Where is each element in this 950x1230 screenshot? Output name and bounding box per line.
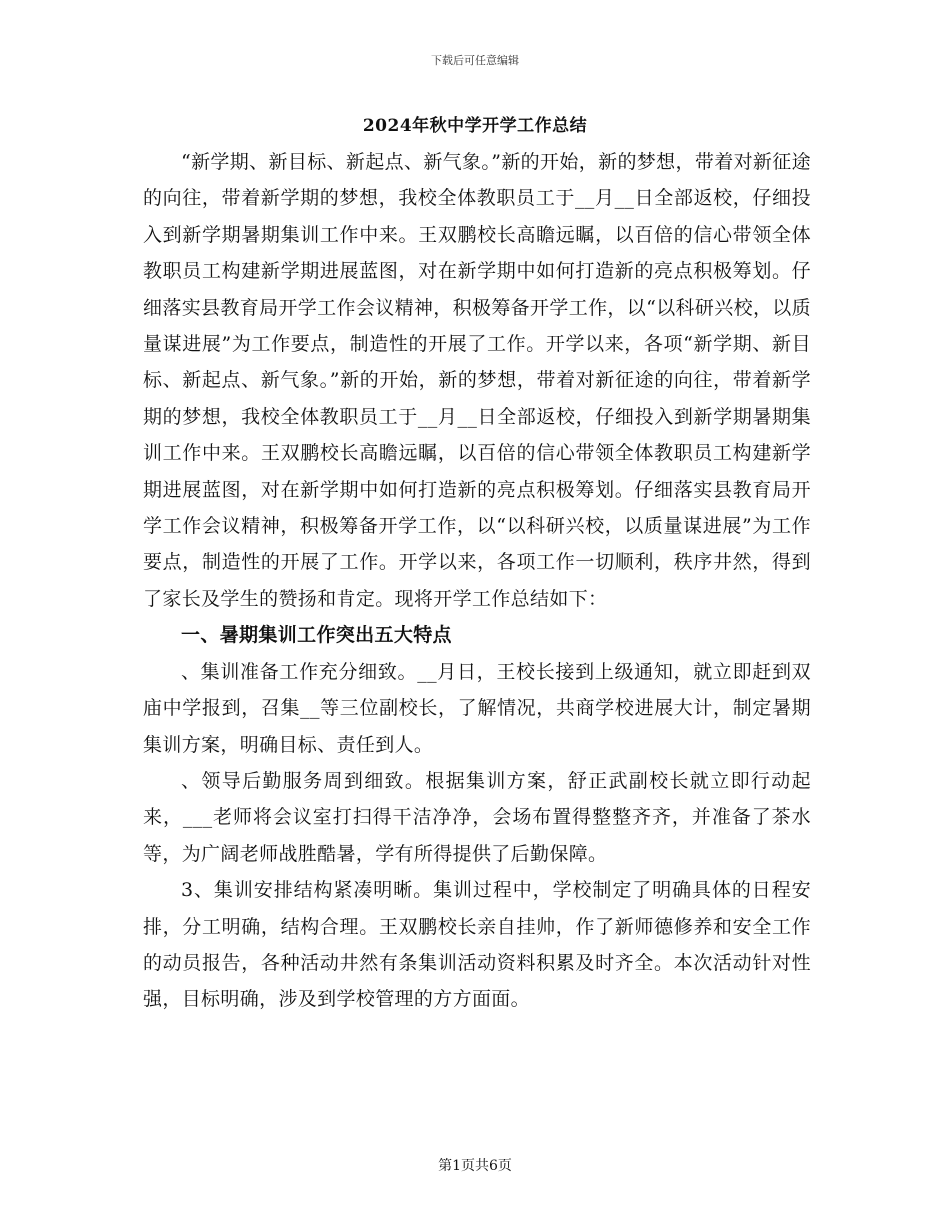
document-title: 2024年秋中学开学工作总结 [362,116,588,136]
body-paragraph-intro: “新学期、新目标、新起点、新气象。”新的开始，新的梦想，带着对新征途的向往，带着新学期的梦想，我校全体教职员工于__月__日全部返校，仔细投入到新学期暑期集训工作中来。王双鹏校长高瞻远瞩，以百倍的信心带领全体教职员工构建新学期进展蓝图，对在新学期中如何打造新的亮点积极筹划。仔细落实县教育局开学工作会议精神，积极筹备开学工作，以“以科研兴校，以质量谋进展”为工作要点，制造性的开展了工作。开学以来，各项“新学期、新目标、新起点、新气象。”新的开始，新的梦想，带着对新征途的向往，带着新学期的梦想，我校全体教职员工于__月__日全部返校，仔细投入到新学期暑期集训工作中来。王双鹏校长高瞻远瞩，以百倍的信心带领全体教职员工构建新学期进展蓝图，对在新学期中如何打造新的亮点积极筹划。仔细落实县教育局开学工作会议精神，积极筹备开学工作，以“以科研兴校，以质量谋进展”为工作要点，制造性的开展了工作。开学以来，各项工作一切顺利，秩序井然，得到了家长及学生的赞扬和肯定。现将开学工作总结如下： [143,151,811,610]
body-paragraph-item-1: 、集训准备工作充分细致。__月日，王校长接到上级通知，就立即赶到双庙中学报到，召集__等三位副校长，了解情况，共商学校进展大计，制定暑期集训方案，明确目标、责任到人。 [143,660,811,756]
page-number: 第1页共6页 [438,1158,512,1174]
section-heading: 一、暑期集训工作突出五大特点 [181,624,452,647]
document-body [143,144,811,1018]
page-header-note: 下载后可任意编辑 [431,54,519,67]
body-paragraph-item-3: 3、集训安排结构紧凑明晰。集训过程中，学校制定了明确具体的日程安排，分工明确，结构合理。王双鹏校长亲自挂帅，作了新师德修养和安全工作的动员报告，各种活动井然有条集训活动资料积累及时齐全。本次活动针对性强，目标明确，涉及到学校管理的方方面面。 [143,879,811,1011]
body-paragraph-item-2: 、领导后勤服务周到细致。根据集训方案，舒正武副校长就立即行动起来，___老师将会议室打扫得干洁净净，会场布置得整整齐齐，并准备了茶水等，为广阔老师战胜酷暑，学有所得提供了后勤保障。 [143,769,811,865]
